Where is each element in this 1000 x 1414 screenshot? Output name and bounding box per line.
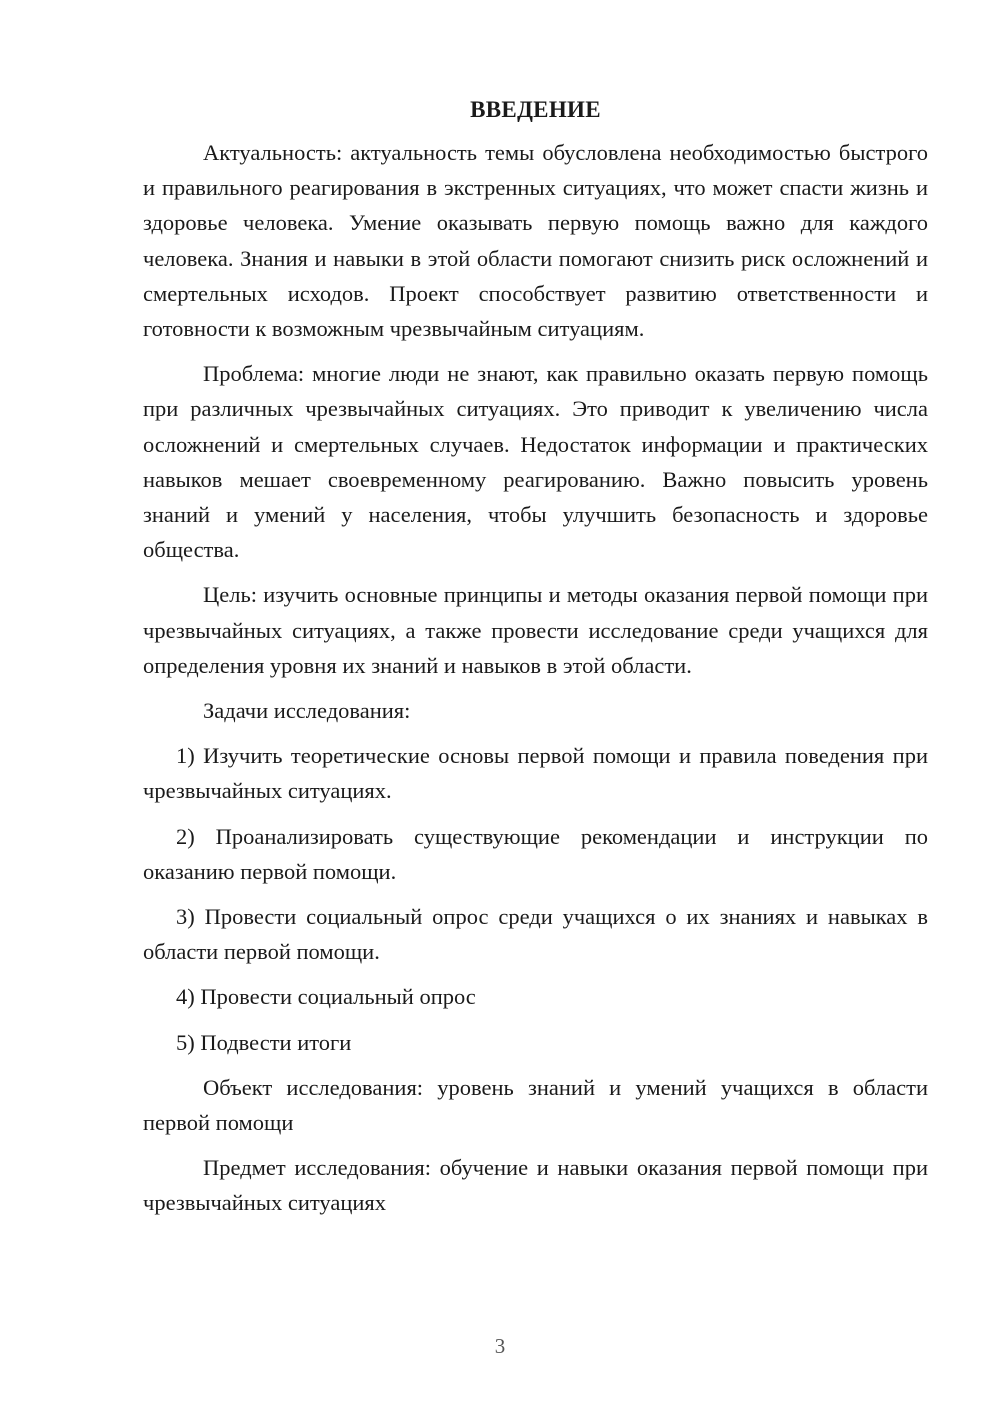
document-page <box>143 92 928 1231</box>
task-item-1: 1) Изучить теоретические основы первой помощи и правила поведения при чрезвычайных ситуациях. <box>143 743 928 804</box>
task-item-5: 5) Подвести итоги <box>176 1029 352 1055</box>
research-subject-paragraph: Предмет исследования: обучение и навыки оказания первой помощи при чрезвычайных ситуациях <box>143 1155 928 1216</box>
goal-paragraph: Цель: изучить основные принципы и методы оказания первой помощи при чрезвычайных ситуациях, а также провести исследование среди учащихся для определения уровня их знаний и навыков в этой области. <box>143 582 928 678</box>
research-object-paragraph: Объект исследования: уровень знаний и умений учащихся в области первой помощи <box>143 1074 928 1136</box>
tasks-heading: Задачи исследования: <box>203 698 411 724</box>
relevance-paragraph: Актуальность: актуальность темы обусловлена необходимостью быстрого и правильного реагирования в экстренных ситуациях, что может спасти жизнь и здоровье человека. Умение оказывать первую помощь важно для каждого человека. Знания и навыки в этой области помогают снизить риск осложнений и смертельных исходов. Проект способствует развитию ответственности и готовности к возможным чрезвычайным ситуациям. <box>143 140 928 342</box>
task-item-4: 4) Провести социальный опрос <box>176 984 476 1010</box>
task-item-3: 3) Провести социальный опрос среди учащихся о их знаниях и навыках в области первой помощи. <box>143 904 928 965</box>
problem-paragraph: Проблема: многие люди не знают, как правильно оказать первую помощь при различных чрезвычайных ситуациях. Это приводит к увеличению числа осложнений и смертельных случаев. Недостаток информации и практических навыков мешает своевременному реагированию. Важно повысить уровень знаний и умений у населения, чтобы улучшить безопасность и здоровье общества. <box>143 361 928 563</box>
task-item-2: 2) Проанализировать существующие рекомендации и инструкции по оказанию первой помощи. <box>143 823 928 884</box>
page-number: 3 <box>494 1334 506 1358</box>
section-heading: ВВЕДЕНИЕ <box>470 97 601 122</box>
